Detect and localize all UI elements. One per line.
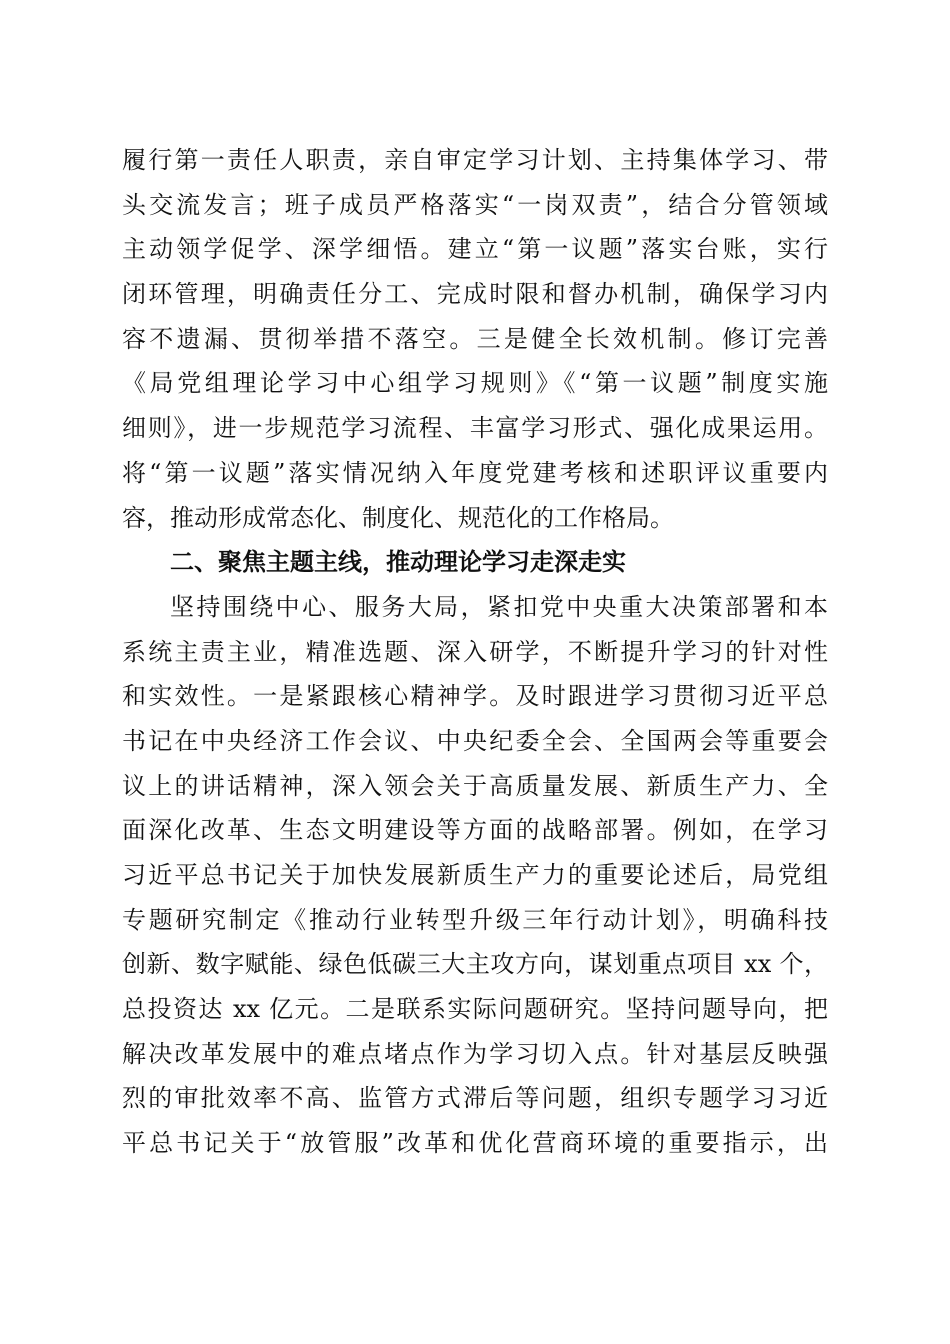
- text-line: 创新、数字赋能、绿色低碳三大主攻方向，谋划重点项目 xx 个，: [122, 950, 828, 979]
- text-line: 平总书记关于“放管服”改革和优化营商环境的重要指示，出: [122, 1129, 828, 1158]
- paragraph-continuation: [122, 138, 828, 540]
- text-line: 容不遗漏、贯彻举措不落空。三是健全长效机制。修订完善: [122, 324, 828, 353]
- section-heading: 二、聚焦主题主线，推动理论学习走深走实: [170, 548, 626, 577]
- text-line: 专题研究制定《推动行业转型升级三年行动计划》，明确科技: [122, 905, 828, 934]
- text-line: 面深化改革、生态文明建设等方面的战略部署。例如，在学习: [122, 816, 828, 845]
- text-line: 书记在中央经济工作会议、中央纪委全会、全国两会等重要会: [122, 726, 828, 755]
- text-line: 将“第一议题”落实情况纳入年度党建考核和述职评议重要内: [122, 458, 828, 487]
- text-line: 坚持围绕中心、服务大局，紧扣党中央重大决策部署和本: [170, 592, 828, 621]
- text-line: 履行第一责任人职责，亲自审定学习计划、主持集体学习、带: [122, 146, 828, 174]
- text-line: 和实效性。一是紧跟核心精神学。及时跟进学习贯彻习近平总: [122, 682, 828, 711]
- document-page: [122, 138, 828, 1166]
- text-line: 闭环管理，明确责任分工、完成时限和督办机制，确保学习内: [122, 280, 828, 309]
- text-line: 细则》，进一步规范学习流程、丰富学习形式、强化成果运用。: [122, 414, 828, 443]
- text-line: 习近平总书记关于加快发展新质生产力的重要论述后，局党组: [122, 861, 828, 889]
- text-line: 烈的审批效率不高、监管方式滞后等问题，组织专题学习习近: [122, 1084, 828, 1113]
- text-line: 系统主责主业，精准选题、深入研学，不断提升学习的针对性: [122, 637, 828, 666]
- text-line: 《局党组理论学习中心组学习规则》《“第一议题”制度实施: [122, 369, 828, 398]
- text-line: 总投资达 xx 亿元。二是联系实际问题研究。坚持问题导向，把: [122, 995, 828, 1024]
- text-line: 头交流发言；班子成员严格落实“一岗双责”，结合分管领域: [122, 190, 828, 219]
- text-line: 主动领学促学、深学细悟。建立“第一议题”落实台账，实行: [122, 235, 828, 264]
- text-line: 解决改革发展中的难点堵点作为学习切入点。针对基层反映强: [122, 1039, 828, 1068]
- text-line: 议上的讲话精神，深入领会关于高质量发展、新质生产力、全: [122, 771, 828, 800]
- text-line: 容，推动形成常态化、制度化、规范化的工作格局。: [122, 503, 674, 532]
- paragraph-section-2: [122, 585, 828, 1166]
